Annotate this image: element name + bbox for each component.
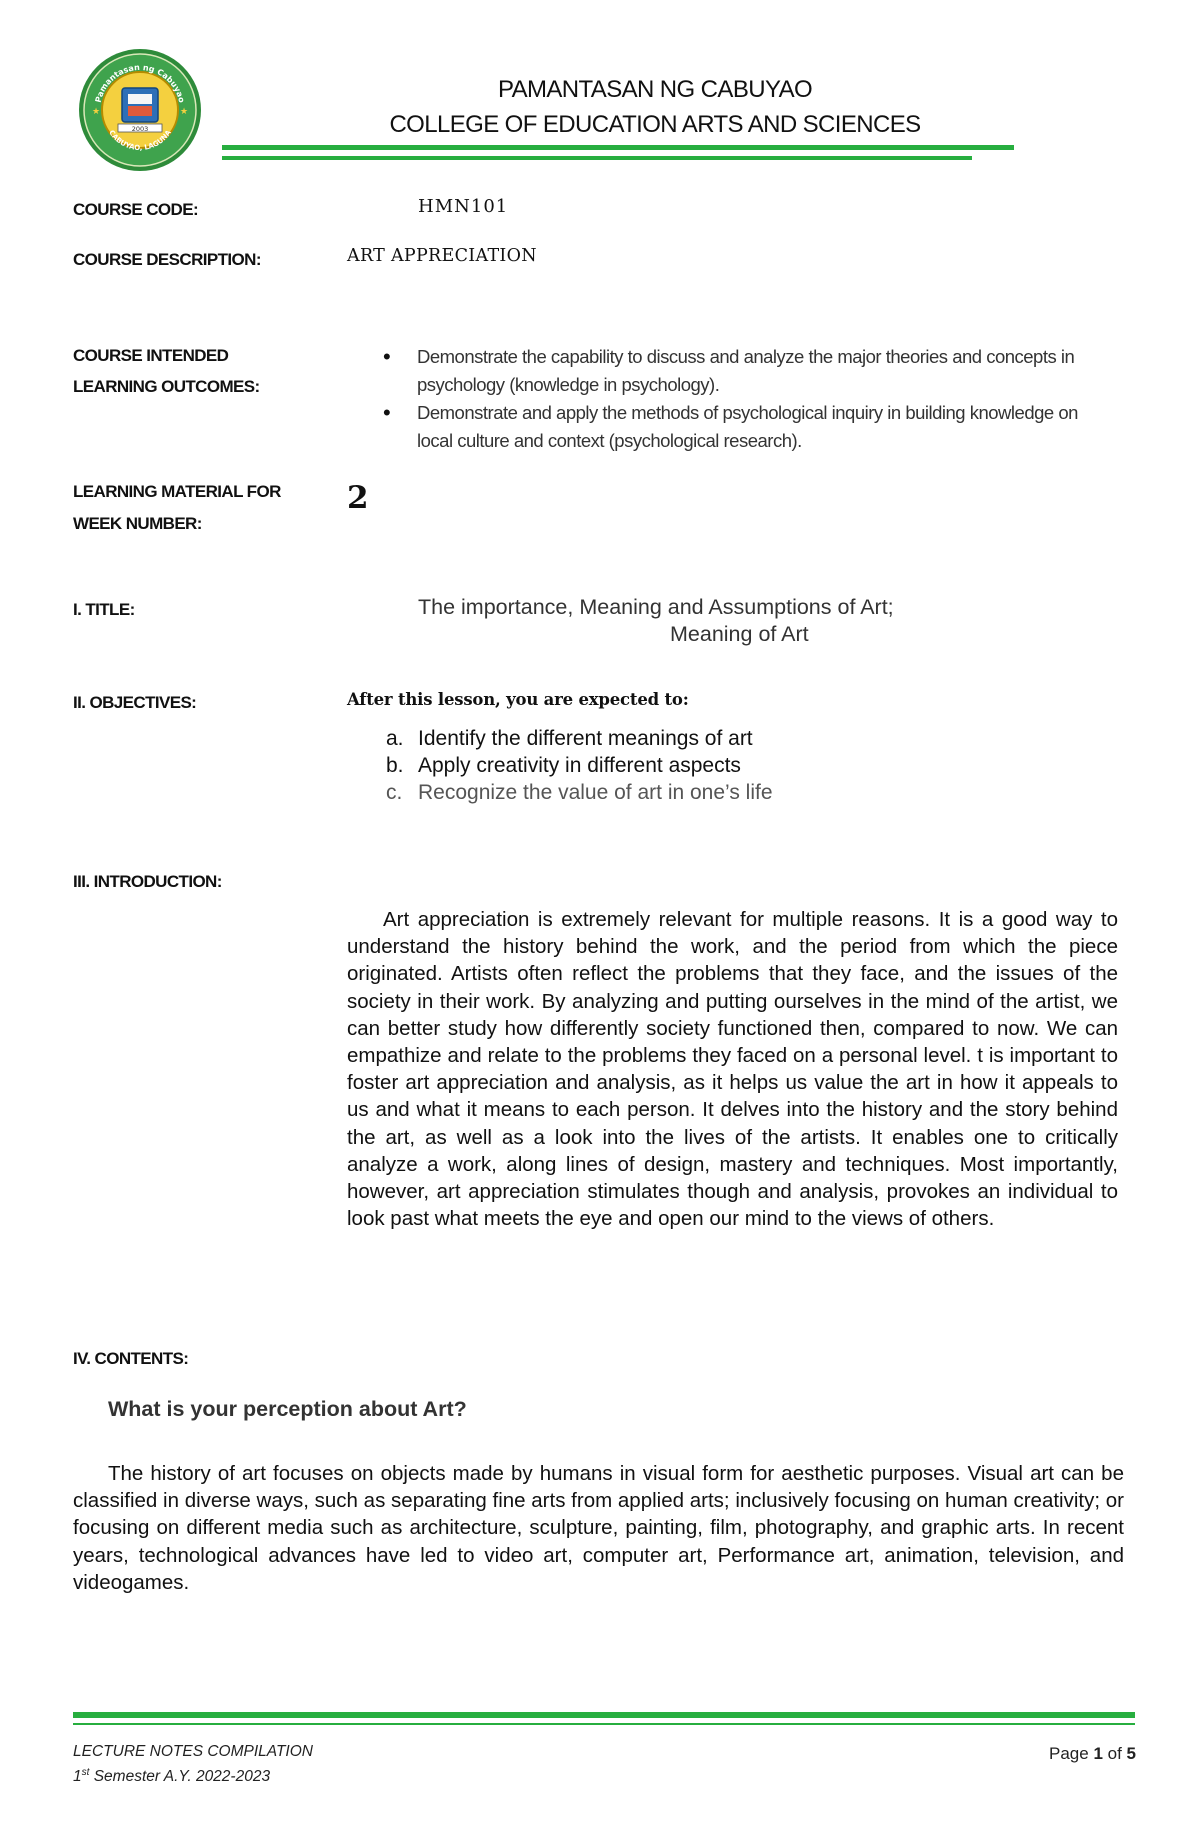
course-code-label: COURSE CODE: xyxy=(73,200,199,219)
week-number-value: 2 xyxy=(347,480,369,516)
objectives-list xyxy=(386,725,1086,806)
objective-marker: a. xyxy=(386,727,404,750)
header-rule-top xyxy=(222,145,1014,150)
objective-item xyxy=(386,779,1086,806)
page-total: 5 xyxy=(1126,1744,1136,1763)
footer-rule-bottom xyxy=(73,1723,1135,1725)
outcomes-label-line2: LEARNING OUTCOMES: xyxy=(73,377,260,396)
introduction-body: Art appreciation is extremely relevant for multiple reasons. It is a good way to understand the history behind the work, and the period from which the piece originated. Artists often reflect the problems that they face, and the issues of the society in their work. By analyzing and putting ourselves in the mind of the artist, we can better study how differently society functioned then, compared to now. We can empathize and relate to the problems they faced on a personal level. t is important to foster art appreciation and analysis, as it helps us value the art in how it appeals to us and what it means to each person. It delves into the history and the story behind the art, as well as a look into the lives of the artists. It enables one to critically analyze a work, along lines of design, mastery and techniques. Most importantly, however, art appreciation stimulates though and analysis, provokes an individual to look past what meets the eye and open our mind to the views of others. xyxy=(347,908,1118,1231)
footer-rule-top xyxy=(73,1712,1135,1718)
header-rule-bottom xyxy=(222,156,972,160)
outcomes-label-line1: COURSE INTENDED xyxy=(73,346,229,365)
outcomes-list xyxy=(383,343,1107,455)
page-of-word: of xyxy=(1102,1744,1127,1763)
course-description-value: ART APPRECIATION xyxy=(347,246,537,266)
objective-marker: b. xyxy=(386,754,404,777)
seal-icon xyxy=(78,48,202,172)
footer-ordinal-suffix: st xyxy=(81,1767,90,1778)
page-word: Page xyxy=(1049,1744,1094,1763)
lesson-title-line1: The importance, Meaning and Assumptions of Art; xyxy=(418,595,894,619)
week-label-line2: WEEK NUMBER: xyxy=(73,514,202,533)
course-description-label: COURSE DESCRIPTION: xyxy=(73,250,261,269)
introduction-label: III. INTRODUCTION: xyxy=(73,872,222,891)
title-label: I. TITLE: xyxy=(73,600,135,619)
contents-heading: What is your perception about Art? xyxy=(108,1397,467,1421)
svg-text:★: ★ xyxy=(180,106,189,116)
page-number: 1 xyxy=(1093,1744,1103,1763)
seal-year: 2003 xyxy=(131,125,149,133)
objective-item xyxy=(386,725,1086,752)
footer-semester-text: Semester A.Y. 2022-2023 xyxy=(89,1768,271,1786)
objective-item xyxy=(386,752,1086,779)
footer-compilation-title: LECTURE NOTES COMPILATION xyxy=(73,1743,313,1760)
objective-text: Recognize the value of art in one’s life xyxy=(418,781,773,804)
course-code-value: HMN101 xyxy=(418,196,509,217)
objective-text: Identify the different meanings of art xyxy=(418,727,753,750)
footer-ordinal: 1 xyxy=(73,1768,82,1786)
footer-semester xyxy=(73,1767,270,1786)
objective-text: Apply creativity in different aspects xyxy=(418,754,741,777)
page-indicator xyxy=(1049,1744,1136,1764)
outcome-item: • Demonstrate and apply the methods of psychological inquiry in building knowledge on local culture and context (psychological research). xyxy=(417,399,1107,455)
seal-top-text: Pamantasan ng Cabuyao xyxy=(93,62,187,104)
contents-body: The history of art focuses on objects made by humans in visual form for aesthetic purposes. Visual art can be classified in diverse ways, such as separating fine arts from applied arts; inclusively focusing on human creativity; or focusing on different media such as architecture, sculpture, painting, film, photography, and graphic arts. In recent years, technological advances have led to video art, computer art, Performance art, animation, television, and videogames. xyxy=(73,1462,1124,1594)
seal-bottom-text: CABUYAO, LAGUNA xyxy=(107,128,173,153)
contents-label: IV. CONTENTS: xyxy=(73,1349,189,1368)
outcome-item: • Demonstrate the capability to discuss and analyze the major theories and concepts in psychology (knowledge in psychology). xyxy=(417,343,1107,399)
week-label-line1: LEARNING MATERIAL FOR xyxy=(73,482,281,501)
college-name: COLLEGE OF EDUCATION ARTS AND SCIENCES xyxy=(389,111,921,138)
university-seal xyxy=(78,48,202,172)
objective-marker: c. xyxy=(386,781,403,804)
objectives-intro: After this lesson, you are expected to: xyxy=(347,690,689,709)
lesson-title-line2: Meaning of Art xyxy=(670,622,809,646)
svg-text:★: ★ xyxy=(92,106,101,116)
university-name: PAMANTASAN NG CABUYAO xyxy=(497,76,813,103)
objectives-label: II. OBJECTIVES: xyxy=(73,693,197,712)
